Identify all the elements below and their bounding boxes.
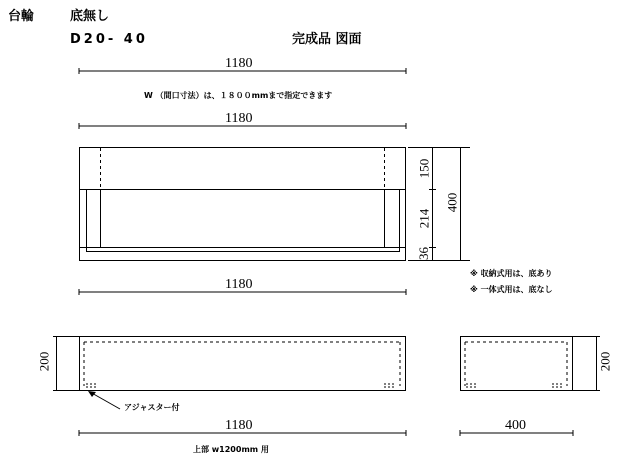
dim-side-height: 200 [597,351,613,372]
dim-front-width: 1180 [225,418,253,433]
subtitle-label: 底無し [70,9,110,24]
dim-top-width: 1180 [225,56,253,71]
dim-height-150: 150 [416,158,432,179]
dim-plan-width: 1180 [225,111,253,126]
dim-height-36: 36 [416,247,431,260]
storage-note: ※ 収納式用は、底あり [470,269,553,278]
dim-front-height: 200 [36,351,52,372]
front-view [80,337,406,391]
section-view [79,148,406,261]
drawing-title: 完成品 図面 [292,32,362,47]
dim-height-214: 214 [416,208,432,229]
model-number: D20- 40 [70,32,148,47]
width-note: W （間口寸法）は、１８００mmまで指定できます [144,91,333,100]
dim-total-height: 400 [444,192,460,213]
category-label: 台輪 [8,9,35,24]
dim-section-width: 1180 [225,277,253,292]
dim-side-depth: 400 [505,418,526,433]
adjuster-label: アジャスター付 [124,403,180,412]
adjuster-leader-line [90,392,120,409]
adjuster-arrowhead [88,391,96,397]
integrated-note: ※ 一体式用は、底なし [470,285,553,294]
top-usage-note: 上部 w1200mm 用 [193,445,269,454]
side-view [461,337,573,391]
